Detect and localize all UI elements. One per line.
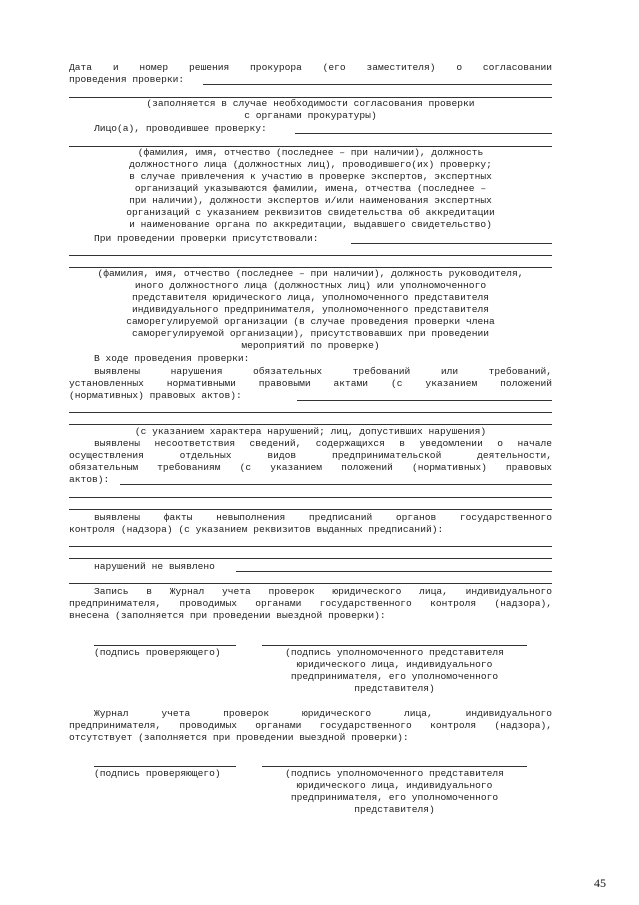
violations-field[interactable] (297, 400, 552, 401)
inspector-hint-4: организаций указываются фамилии, имена, отчества (последнее – (134, 183, 487, 194)
prosecutor-hint2: с органами прокуратуры) (244, 110, 377, 121)
present-field[interactable] (351, 243, 552, 244)
prosecutor-line2: проведения проверки: (69, 74, 185, 85)
inspector-label: Лицо(а), проводившее проверку: (94, 123, 267, 134)
inspector-signature-caption-2: (подпись проверяющего) (94, 768, 221, 779)
no-violations-field[interactable] (236, 571, 552, 572)
violations-line1: выявлены нарушения обязательных требований или требований, (94, 366, 552, 377)
prosecutor-hint1: (заполняется в случае необходимости согласования проверки (146, 98, 475, 109)
representative-caption-2-1: (подпись уполномоченного представителя (285, 768, 504, 779)
representative-caption-2-2: юридического лица, индивидуального (296, 780, 493, 791)
mismatch-field-2[interactable] (69, 497, 552, 498)
orders-line2: контроля (надзора) (с указанием реквизитов выданных предписаний): (69, 524, 444, 535)
orders-line1: выявлены факты невыполнения предписаний органов государственного (94, 512, 552, 523)
present-hint-7: мероприятий по проверке) (241, 340, 380, 351)
representative-caption-2: юридического лица, индивидуального (296, 659, 493, 670)
inspector-hint-1: (фамилия, имя, отчество (последнее – при наличии), должность (137, 147, 484, 158)
representative-caption-2-3: предпринимателя, его уполномоченного (290, 792, 499, 803)
violations-field-3[interactable] (69, 424, 552, 425)
representative-caption-2-4: представителя) (354, 804, 435, 815)
inspector-signature-line-2[interactable] (94, 766, 236, 767)
present-hint-3: представителя юридического лица, уполномоченного представителя (132, 292, 489, 303)
journal-absent-line3: отсутствует (заполняется при проведении выездной проверки): (69, 732, 409, 743)
journal-absent-line1: Журнал учета проверок юридического лица, индивидуального (94, 708, 552, 719)
prosecutor-field[interactable] (203, 84, 552, 85)
journal-entry-line1: Запись в Журнал учета проверок юридического лица, индивидуального (94, 586, 552, 597)
present-field-2[interactable] (69, 255, 552, 256)
mismatch-field-3[interactable] (69, 509, 552, 510)
present-hint-5: саморегулируемой организации (в случае проведения проверки члена (126, 316, 495, 327)
no-violations-field-2[interactable] (69, 583, 552, 584)
inspector-hint-5: при наличии), должности экспертов и/или наименования экспертных (129, 195, 492, 206)
representative-caption-3: предпринимателя, его уполномоченного (290, 671, 499, 682)
no-violations-label: нарушений не выявлено (94, 561, 215, 572)
orders-field[interactable] (69, 546, 552, 547)
inspector-hint-6: организаций с указанием реквизитов свидетельства об аккредитации (126, 207, 495, 218)
present-label: При проведении проверки присутствовали: (94, 233, 319, 244)
journal-entry-line3: внесена (заполняется при проведении выездной проверки): (69, 610, 386, 621)
prosecutor-line1: Дата и номер решения прокурора (его заместителя) о согласовании (69, 62, 552, 73)
representative-signature-line[interactable] (262, 645, 527, 646)
mismatch-line4: актов): (69, 474, 110, 485)
present-hint-1: (фамилия, имя, отчество (последнее – при наличии), должность руководителя, (97, 268, 524, 279)
orders-field-2[interactable] (69, 558, 552, 559)
page-number: 45 (594, 876, 606, 890)
inspector-hint-2: должностного лица (должностных лиц), проводившего(их) проверку; (129, 159, 492, 170)
inspector-signature-line[interactable] (94, 645, 236, 646)
mismatch-field[interactable] (120, 484, 552, 485)
violations-hint: (с указанием характера нарушений; лиц, допустивших нарушения) (134, 426, 487, 437)
journal-absent-line2: предпринимателя, проводимых органами государственного контроля (надзора), (69, 720, 552, 731)
findings-intro: В ходе проведения проверки: (94, 353, 250, 364)
inspector-hint-3: в случае привлечения к участию в проверке экспертов, экспертных (129, 171, 492, 182)
representative-caption-4: представителя) (354, 683, 435, 694)
present-hint-6: саморегулируемой организации), присутствовавших при проведении (132, 328, 489, 339)
violations-field-2[interactable] (69, 412, 552, 413)
journal-entry-line2: предпринимателя, проводимых органами государственного контроля (надзора), (69, 598, 552, 609)
inspector-hint-7: и наименование органа по аккредитации, выдавшего свидетельство) (129, 219, 492, 230)
mismatch-line3: обязательным требованиям (с указанием положений (нормативных) правовых (69, 462, 552, 473)
inspector-signature-caption: (подпись проверяющего) (94, 647, 221, 658)
inspector-field[interactable] (295, 133, 552, 134)
representative-signature-line-2[interactable] (262, 766, 527, 767)
violations-line3: (нормативных) правовых актов): (69, 390, 242, 401)
violations-line2: установленных нормативными правовыми актами (с указанием положений (69, 378, 552, 389)
representative-caption-1: (подпись уполномоченного представителя (285, 647, 504, 658)
present-hint-2: иного должностного лица (должностных лиц) или уполномоченного (134, 280, 487, 291)
mismatch-line2: осуществления отдельных видов предпринимательской деятельности, (69, 450, 552, 461)
present-hint-4: индивидуального предпринимателя, уполномоченного представителя (132, 304, 489, 315)
mismatch-line1: выявлены несоответствия сведений, содержащихся в уведомлении о начале (94, 438, 552, 449)
